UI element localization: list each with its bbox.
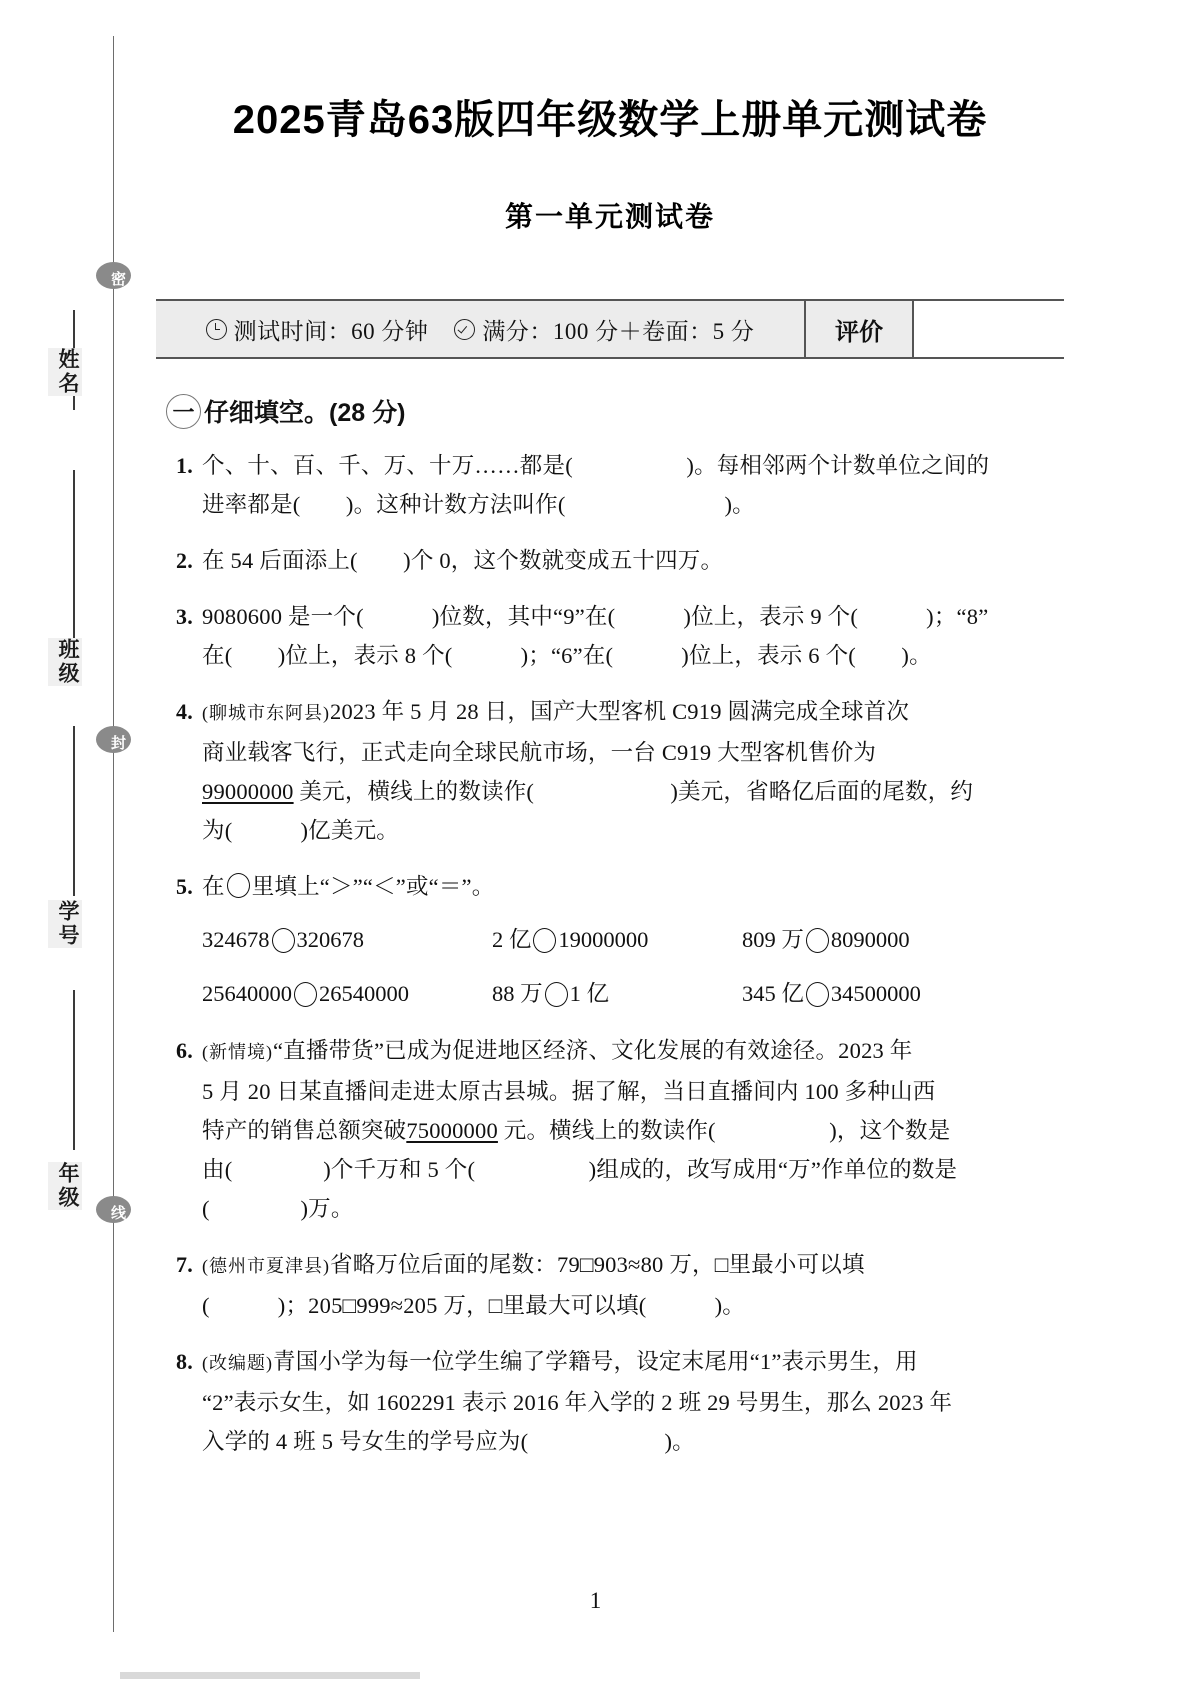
question-8-number: 8. (176, 1349, 193, 1374)
comparison-left: 809 万 (742, 927, 804, 952)
circle-blank-icon[interactable] (272, 928, 295, 953)
comparison-right: 8090000 (830, 927, 910, 952)
comparison-left: 2 亿 (492, 927, 532, 952)
paper-content (150, 0, 1070, 1461)
question-5-prompt-before: 在 (202, 874, 225, 899)
question-7-line-2: ( )；205□999≈205 万，□里最大可以填( )。 (202, 1293, 745, 1318)
question-5-number: 5. (176, 874, 193, 899)
question-6-line-1: “直播带货”已成为促进地区经济、文化发展的有效途径。2023 年 (273, 1038, 913, 1063)
seal-field-class: 班级 (48, 638, 82, 686)
question-7 (150, 1245, 1070, 1325)
circle-blank-icon[interactable] (294, 982, 317, 1007)
question-3-line-2: 在( )位上，表示 8 个( )；“6”在( )位上，表示 6 个( )。 (202, 643, 932, 668)
question-5-row-2 (150, 974, 1070, 1014)
question-3 (150, 597, 1070, 675)
question-6-line-2: 5 月 20 日某直播间走进太原古县城。据了解，当日直播间内 100 多种山西 (202, 1079, 936, 1104)
evaluation-label: 评价 (804, 301, 914, 357)
question-3-number: 3. (176, 604, 193, 629)
question-6-underlined-number: 75000000 (406, 1118, 498, 1143)
question-6-line-4: 由( )个千万和 5 个( )组成的，改写成用“万”作单位的数是 (202, 1157, 958, 1182)
question-6-line-5: ( )万。 (202, 1196, 354, 1221)
clock-icon (206, 319, 227, 340)
section-heading (166, 393, 1070, 429)
question-7-number: 7. (176, 1252, 193, 1277)
exam-total-score (454, 313, 754, 346)
seal-field-id: 学号 (48, 900, 82, 948)
question-8-line-2: “2”表示女生，如 1602291 表示 2016 年入学的 2 班 29 号男生，那么 2023 年 (202, 1390, 953, 1415)
exam-score-label: 满分：100 分＋卷面：5 分 (482, 318, 755, 344)
page-number: 1 (589, 1588, 602, 1613)
page-subtitle: 第一单元测试卷 (504, 201, 715, 232)
question-6-number: 6. (176, 1038, 193, 1063)
circle-blank-icon[interactable] (545, 982, 568, 1007)
question-7-line-1: 省略万位后面的尾数：79□903≈80 万，□里最小可以填 (330, 1252, 865, 1277)
comparison-right: 34500000 (830, 981, 921, 1006)
page-title: 2025青岛63版四年级数学上册单元测试卷 (232, 98, 988, 142)
question-1-number: 1. (176, 453, 193, 478)
seal-badge-feng: 封 (96, 726, 131, 753)
question-6-source-tag: (新情境) (202, 1042, 273, 1062)
section-title: 仔细填空。(28 分) (204, 399, 406, 427)
seal-field-grade: 年级 (48, 1162, 82, 1210)
comparison-item (492, 974, 742, 1014)
question-8 (150, 1342, 1070, 1461)
question-5 (150, 867, 1070, 906)
comparison-item (492, 920, 742, 960)
circle-blank-icon[interactable] (533, 928, 556, 953)
circle-blank-icon (227, 873, 250, 898)
question-6-line-3a: 特产的销售总额突破 (202, 1118, 407, 1143)
comparison-right: 1 亿 (569, 981, 610, 1006)
question-4-source-tag: (聊城市东阿县) (202, 703, 330, 723)
comparison-right: 26540000 (319, 981, 409, 1006)
section-marker: 一 (166, 394, 201, 429)
question-8-line-1: 青国小学为每一位学生编了学籍号，设定末尾用“1”表示男生，用 (273, 1349, 918, 1374)
evaluation-blank-cell[interactable] (914, 301, 1064, 357)
seal-badge-xian: 线 (96, 1196, 131, 1223)
question-2-line-1: 在 54 后面添上( )个 0，这个数就变成五十四万。 (202, 548, 724, 573)
question-1-line-1: 个、十、百、千、万、十万……都是( )。每相邻两个计数单位之间的 (202, 453, 990, 478)
comparison-item (202, 920, 492, 960)
comparison-item (742, 974, 921, 1014)
question-5-prompt-after: 里填上“＞”“＜”或“＝”。 (251, 874, 495, 899)
exam-duration-label: 测试时间：60 分钟 (233, 318, 429, 344)
question-6 (150, 1031, 1070, 1228)
comparison-item (742, 920, 910, 960)
comparison-left: 88 万 (492, 981, 543, 1006)
question-4 (150, 692, 1070, 850)
seal-field-name: 姓名 (48, 348, 82, 396)
question-4-line-1: 2023 年 5 月 28 日，国产大型客机 C919 圆满完成全球首次 (330, 699, 910, 724)
question-2 (150, 541, 1070, 580)
question-6-line-3b: 元。横线上的数读作( )，这个数是 (497, 1118, 951, 1143)
comparison-right: 320678 (296, 927, 364, 952)
question-4-underlined-number: 99000000 (202, 779, 294, 804)
comparison-item (202, 974, 492, 1014)
question-1 (150, 446, 1070, 524)
comparison-left: 345 亿 (742, 981, 804, 1006)
question-3-line-1: 9080600 是一个( )位数，其中“9”在( )位上，表示 9 个( )；“8” (202, 604, 989, 629)
question-4-line-2: 商业载客飞行，正式走向全球民航市场，一台 C919 大型客机售价为 (202, 740, 877, 765)
question-5-row-1 (150, 920, 1070, 960)
exam-info-bar (156, 299, 1064, 359)
seal-margin (0, 0, 150, 1684)
footer-decoration-bar (120, 1672, 420, 1679)
comparison-left: 324678 (202, 927, 270, 952)
circle-blank-icon[interactable] (806, 982, 829, 1007)
exam-info-left (156, 301, 804, 357)
circle-blank-icon[interactable] (806, 928, 829, 953)
seal-badge-mi: 密 (96, 262, 131, 289)
check-circle-icon (454, 319, 475, 340)
exam-duration (206, 313, 429, 346)
question-4-line-3: 美元，横线上的数读作( )美元，省略亿后面的尾数，约 (293, 779, 974, 804)
question-8-line-3: 入学的 4 班 5 号女生的学号应为( )。 (202, 1429, 695, 1454)
question-8-source-tag: (改编题) (202, 1353, 273, 1373)
question-4-line-4: 为( )亿美元。 (202, 818, 399, 843)
question-4-number: 4. (176, 699, 193, 724)
question-7-source-tag: (德州市夏津县) (202, 1256, 330, 1276)
comparison-right: 19000000 (558, 927, 649, 952)
comparison-left: 25640000 (202, 981, 292, 1006)
question-1-line-2: 进率都是( )。这种计数方法叫作( )。 (202, 492, 755, 517)
question-2-number: 2. (176, 548, 193, 573)
